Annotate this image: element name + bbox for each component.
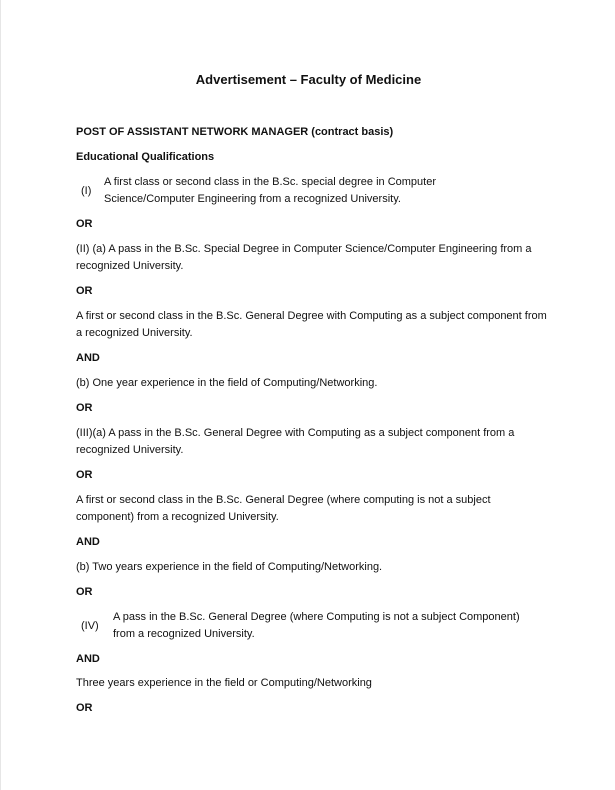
item-iii-text: (III)(a) A pass in the B.Sc. General Degree with Computing as a subject component from a recognized University. <box>76 427 515 456</box>
or-separator: OR <box>76 218 93 230</box>
item-iii-alternative: A first or second class in the B.Sc. General Degree (where computing is not a subject component) from a recognized University. <box>76 494 491 523</box>
item-iv-text-line1: A pass in the B.Sc. General Degree (where Computing is not a subject Component) <box>113 611 520 623</box>
item-iv-experience: Three years experience in the field or Computing/Networking <box>76 677 372 689</box>
post-heading: POST OF ASSISTANT NETWORK MANAGER (contract basis) <box>76 126 394 138</box>
item-i-number: (I) <box>81 185 92 197</box>
or-separator: OR <box>76 469 93 481</box>
item-ii-text: (II) (a) A pass in the B.Sc. Special Degree in Computer Science/Computer Engineering from a recognized University. <box>76 243 532 272</box>
and-separator: AND <box>76 653 100 665</box>
item-i-text-line1: A first class or second class in the B.Sc. special degree in Computer <box>104 176 436 188</box>
and-separator: AND <box>76 352 100 364</box>
item-iv-number: (IV) <box>81 620 99 632</box>
or-separator: OR <box>76 586 93 598</box>
item-ii-experience: (b) One year experience in the field of Computing/Networking. <box>76 377 378 389</box>
item-ii-alternative: A first or second class in the B.Sc. General Degree with Computing as a subject component from a recognized University. <box>76 310 547 339</box>
item-i-text-line2: Science/Computer Engineering from a recognized University. <box>104 193 401 205</box>
edu-heading: Educational Qualifications <box>76 151 215 163</box>
or-separator: OR <box>76 285 93 297</box>
item-iv-text-line2: from a recognized University. <box>113 628 255 640</box>
or-separator: OR <box>76 402 93 414</box>
page-title: Advertisement – Faculty of Medicine <box>195 72 422 87</box>
item-iii-experience: (b) Two years experience in the field of Computing/Networking. <box>76 561 383 573</box>
or-separator: OR <box>76 702 93 714</box>
and-separator: AND <box>76 536 100 548</box>
